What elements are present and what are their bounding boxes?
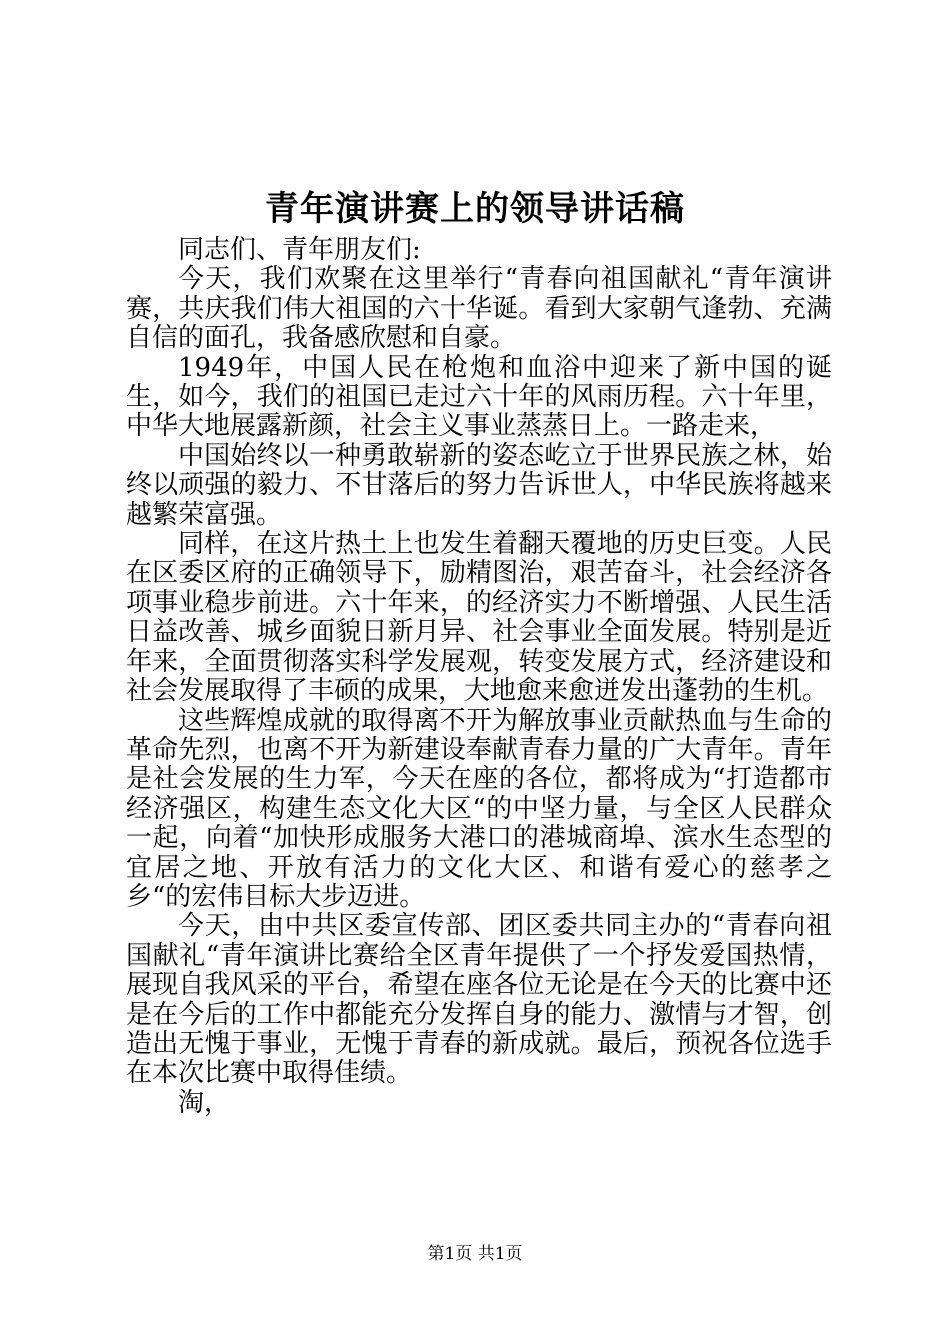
page-number-footer: 第1页 共1页 [427, 1244, 523, 1264]
paragraph: 这些辉煌成就的取得离不开为解放事业贡献热血与生命的革命先烈，也离不开为新建设奉献青春力量的广大青年。青年是社会发展的生力军，今天在座的各位，都将成为“打造都市经济强区，构建生态文化大区“的中坚力量，与全区人民群众一起，向着“加快形成服务大港口的港城商埠、滨水生态型的宜居之地、开放有活力的文化大区、和谐有爱心的慈孝之乡“的宏伟目标大步迈进。 [126, 705, 832, 912]
paragraph: 今天，我们欢聚在这里举行“青春向祖国献礼“青年演讲赛，共庆我们伟大祖国的六十华诞。看到大家朝气逢勃、充满自信的面孔，我备感欣慰和自豪。 [126, 264, 832, 354]
document-body [126, 236, 832, 1118]
paragraph: 今天，由中共区委宣传部、团区委共同主办的“青春向祖国献礼“青年演讲比赛给全区青年提供了一个抒发爱国热情，展现自我风采的平台，希望在座各位无论是在今天的比赛中还是在今后的工作中都能充分发挥自身的能力、激情与才智，创造出无愧于事业，无愧于青春的新成就。最后，预祝各位选手在本次比赛中取得佳绩。 [126, 911, 832, 1089]
paragraph: 同样，在这片热土上也发生着翻天覆地的历史巨变。人民在区委区府的正确领导下，励精图治，艰苦奋斗，社会经济各项事业稳步前进。六十年来，的经济实力不断增强、人民生活日益改善、城乡面貌日新月异、社会事业全面发展。特别是近年来，全面贯彻落实科学发展观，转变发展方式，经济建设和社会发展取得了丰硕的成果，大地愈来愈迸发出蓬勃的生机。 [126, 529, 832, 707]
paragraph-salutation: 同志们、青年朋友们: [178, 235, 421, 265]
paragraph: 1949年，中国人民在枪炮和血浴中迎来了新中国的诞生，如今，我们的祖国已走过六十年的风雨历程。六十年里，中华大地展露新颜，社会主义事业蒸蒸日上。一路走来， [126, 352, 832, 442]
paragraph: 中国始终以一种勇敢崭新的姿态屹立于世界民族之林，始终以顽强的毅力、不甘落后的努力告诉世人，中华民族将越来越繁荣富强。 [126, 440, 832, 530]
document-title: 青年演讲赛上的领导讲话稿 [265, 189, 685, 229]
paragraph-closing: 淘， [178, 1087, 231, 1118]
